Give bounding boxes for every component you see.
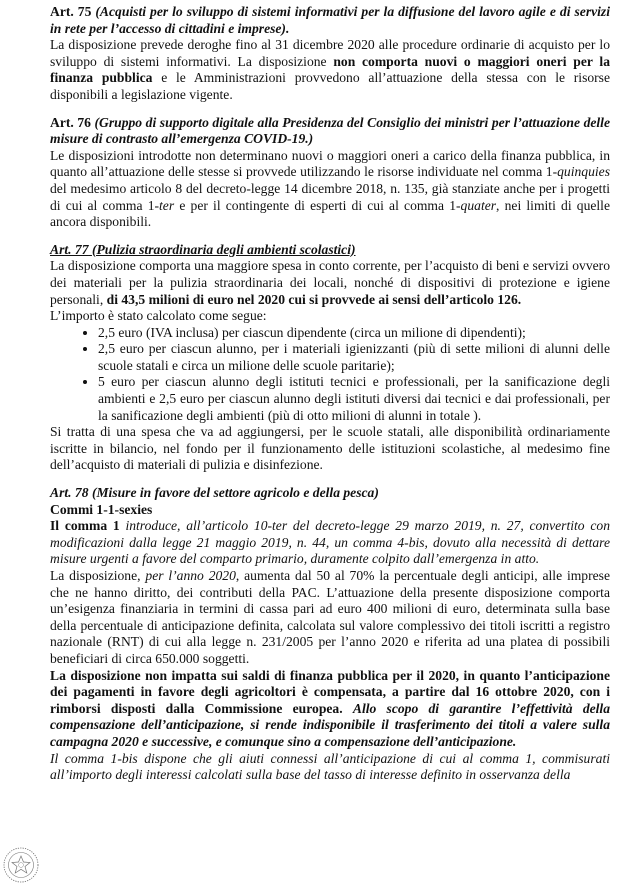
art76-text-2: del medesimo articolo 8 del decreto-legge 14 dicembre 2018, n. 135, già stanziate anche per i progetti di cui al comma 1- xyxy=(50,180,610,213)
art75-text-2: e le Amministrazioni provvedono all’attuazione della stessa con le risorse disponibili a legislazione vigente. xyxy=(50,70,611,102)
art78-p2-text-1: La disposizione, xyxy=(50,568,146,583)
seal-icon xyxy=(2,846,40,884)
art78-paragraph-3 xyxy=(50,668,610,751)
art78-p3-bold-italic: Allo scopo di garantire l’effettività della compensazione dell’anticipazione, si rende indisponibile il trasferimento dei titoli a valere sulla campagna 2020 e successive, e comunque sino a compensazione dell’anticipazione. xyxy=(50,700,611,749)
list-item: • 2,5 euro (IVA inclusa) per ciascun dipendente (circa un milione di dipendenti); xyxy=(98,325,610,342)
art75-text-1: La disposizione prevede deroghe fino al 31 dicembre 2020 alle procedure ordinarie di acquisto per lo sviluppo di sistemi informativi. La disposizione xyxy=(50,37,610,69)
art77-calc-intro: L’importo è stato calcolato come segue: xyxy=(50,308,267,324)
art75-text-bold: non comporta nuovi o maggiori oneri per la finanza pubblica xyxy=(50,53,610,86)
art78-comma-1-text: introduce, all’articolo 10-ter del decreto-legge 29 marzo 2019, n. 27, convertito con modificazioni dalla legge 21 maggio 2019, n. 44, un comma 4-bis, dovuto alla necessità di dettare misure urgenti a favore del comparto primario, duramente colpito dall’emergenza in atto. xyxy=(50,518,611,567)
art78-paragraph-4: Il comma 1-bis dispone che gli aiuti connessi all’anticipazione di cui al comma 1, commisurati all’importo degli interessi calcolati sulla base del tasso di interesse definito in osservanza della xyxy=(50,750,610,783)
art78-heading xyxy=(50,485,610,502)
art78-paragraph-2 xyxy=(50,568,610,668)
art78-p2-text-2: , aumenta dal 50 al 70% la percentuale degli anticipi, alle imprese che ne hanno diritto, dei contributi della PAC. L’attuazione della presente disposizione comporta un’esigenza finanziaria in termini di cassa pari ad euro 400 milioni di euro, determinata sulla base della percentuale di anticipazione definita, calcolata sul valore complessivo dei titoli iscritti a registro nazionale (RNT) di cui alla legge n. 231/2005 per l’anno 2020 e riferita ad una platea di possibili beneficiari di circa 650.000 soggetti. xyxy=(50,568,610,666)
art77-number: Art. 77 xyxy=(50,241,89,257)
art77-title: (Pulizia straordinaria degli ambienti scolastici) xyxy=(91,241,356,257)
art78-p3-bold: La disposizione non impatta sui saldi di finanza pubblica per il 2020, in quanto l’anticipazione dei pagamenti in favore degli agricoltori è compensata, a partire dal 16 ottobre 2020, con i rimborsi disposti dalla Commissione europea. xyxy=(50,667,610,716)
art76-title: (Gruppo di supporto digitale alla Presidenza del Consiglio dei ministri per l’attuazione delle misure di contrasto all’emergenza COVID-19.) xyxy=(50,114,610,147)
art77-paragraph xyxy=(50,258,610,308)
document-body xyxy=(50,4,610,784)
art78-p2-italic: per l’anno 2020 xyxy=(145,568,236,583)
art75-heading xyxy=(50,4,610,37)
art76-number: Art. 76 xyxy=(50,114,91,130)
art76-text-italic-2: ter xyxy=(159,197,175,213)
art78-comma-1-label: Il comma 1 xyxy=(50,518,120,534)
art76-paragraph xyxy=(50,148,610,231)
list-item: • 2,5 euro per ciascun alunno, per i materiali igienizzanti (più di sette milioni di alunni delle scuole statali e circa un milione delle scuole paritarie); xyxy=(98,341,610,374)
art78-number: Art. 78 xyxy=(50,485,89,501)
art76-text-3: e per il contingente di esperti di cui al comma 1- xyxy=(174,197,461,213)
art78-commi: Commi 1-1-sexies xyxy=(50,501,153,517)
art78-paragraph-1 xyxy=(50,518,610,568)
list-item: • 5 euro per ciascun alunno degli istituti tecnici e professionali, per la sanificazione degli ambienti e 2,5 euro per ciascun alunno degli istituti diversi dai tecnici e dai professionali, per la sanificazione degli ambienti (più di otto milioni di alunni in totale ). xyxy=(98,374,610,424)
art77-bullet-list xyxy=(50,325,610,425)
art77-text-bold: di 43,5 milioni di euro nel 2020 cui si provvede ai sensi dell’articolo 126. xyxy=(106,291,522,307)
art76-heading xyxy=(50,115,610,148)
art75-title: (Acquisti per lo sviluppo di sistemi informativi per la diffusione del lavoro agile e di servizi in rete per l’accesso di cittadini e imprese). xyxy=(50,4,610,36)
art77-closing: Si tratta di una spesa che va ad aggiungersi, per le scuole statali, alle disponibilità ordinariamente iscritte in bilancio, nel fondo per il funzionamento delle istituzioni scolastiche, al medesimo fine dell’acquisto di materiali di pulizia e disinfezione. xyxy=(50,424,610,473)
art76-text-4: , nei limiti di quelle ancora disponibili. xyxy=(50,197,610,230)
art76-text-italic-3: quater xyxy=(460,197,497,213)
art75-paragraph xyxy=(50,37,610,103)
art75-number: Art. 75 xyxy=(50,4,92,19)
art77-heading xyxy=(50,242,610,259)
art76-text-italic-1: quinquies xyxy=(557,164,610,180)
art77-text-1: La disposizione comporta una maggiore spesa in conto corrente, per l’acquisto di beni e servizi ovvero dei materiali per la pulizia straordinaria dei locali, nonché di dispositivi di protezione e igiene personali, xyxy=(50,258,610,307)
art78-title: (Misure in favore del settore agricolo e della pesca) xyxy=(91,485,379,501)
art76-text-1: Le disposizioni introdotte non determinano nuovi o maggiori oneri a carico della finanza pubblica, in quanto all’attuazione delle stesse si provvede utilizzando le risorse individuate nel comma 1- xyxy=(50,147,610,180)
